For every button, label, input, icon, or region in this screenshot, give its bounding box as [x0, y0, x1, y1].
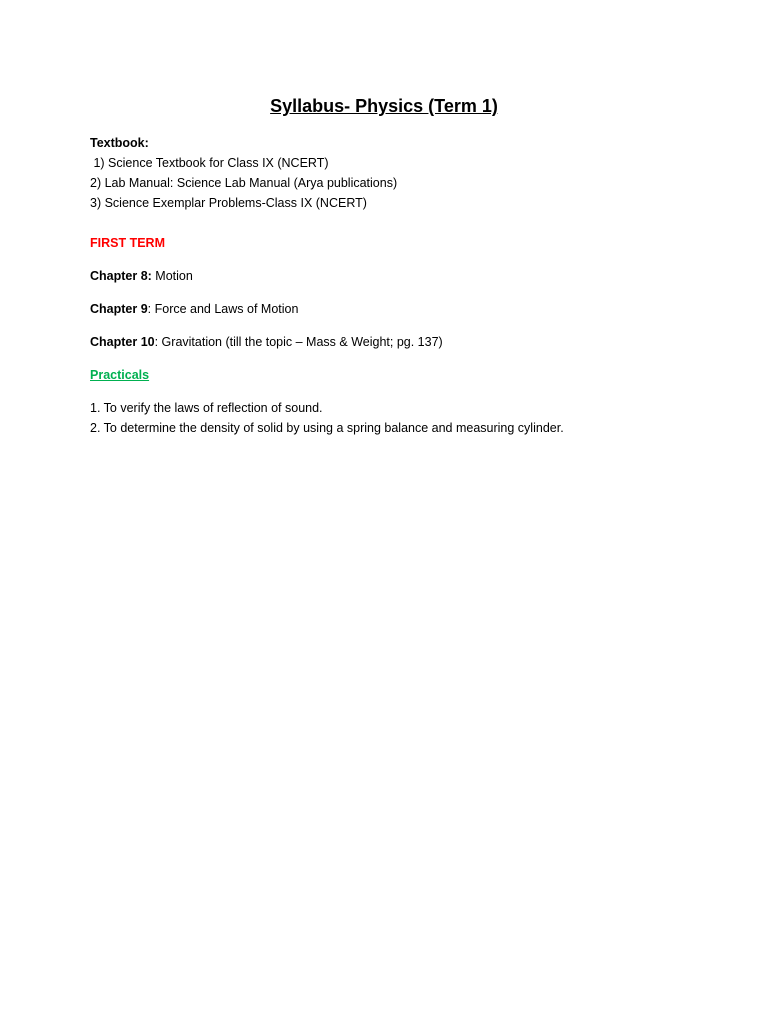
textbook-item: 1) Science Textbook for Class IX (NCERT) — [90, 156, 329, 170]
chapter-title: Motion — [151, 269, 193, 283]
chapter-title: : Force and Laws of Motion — [147, 302, 299, 316]
document-body — [90, 133, 710, 438]
practical-item: 1. To verify the laws of reflection of sound. — [90, 401, 323, 415]
chapter-label: Chapter 10 — [90, 335, 155, 349]
term-heading: FIRST TERM — [90, 236, 165, 250]
textbook-item: 3) Science Exemplar Problems-Class IX (NCERT) — [90, 196, 367, 210]
chapter-line — [90, 266, 710, 286]
textbook-item: 2) Lab Manual: Science Lab Manual (Arya publications) — [90, 176, 398, 190]
textbook-heading: Textbook: — [90, 136, 149, 150]
chapter-line — [90, 332, 710, 352]
chapter-line — [90, 299, 710, 319]
practicals-heading: Practicals — [90, 368, 150, 382]
chapter-label: Chapter 8: — [90, 269, 152, 283]
chapter-title: : Gravitation (till the topic – Mass & Weight; pg. 137) — [154, 335, 443, 349]
page-title: Syllabus- Physics (Term 1) — [270, 96, 498, 116]
practical-item: 2. To determine the density of solid by using a spring balance and measuring cylinder. — [90, 421, 564, 435]
chapter-label: Chapter 9 — [90, 302, 148, 316]
